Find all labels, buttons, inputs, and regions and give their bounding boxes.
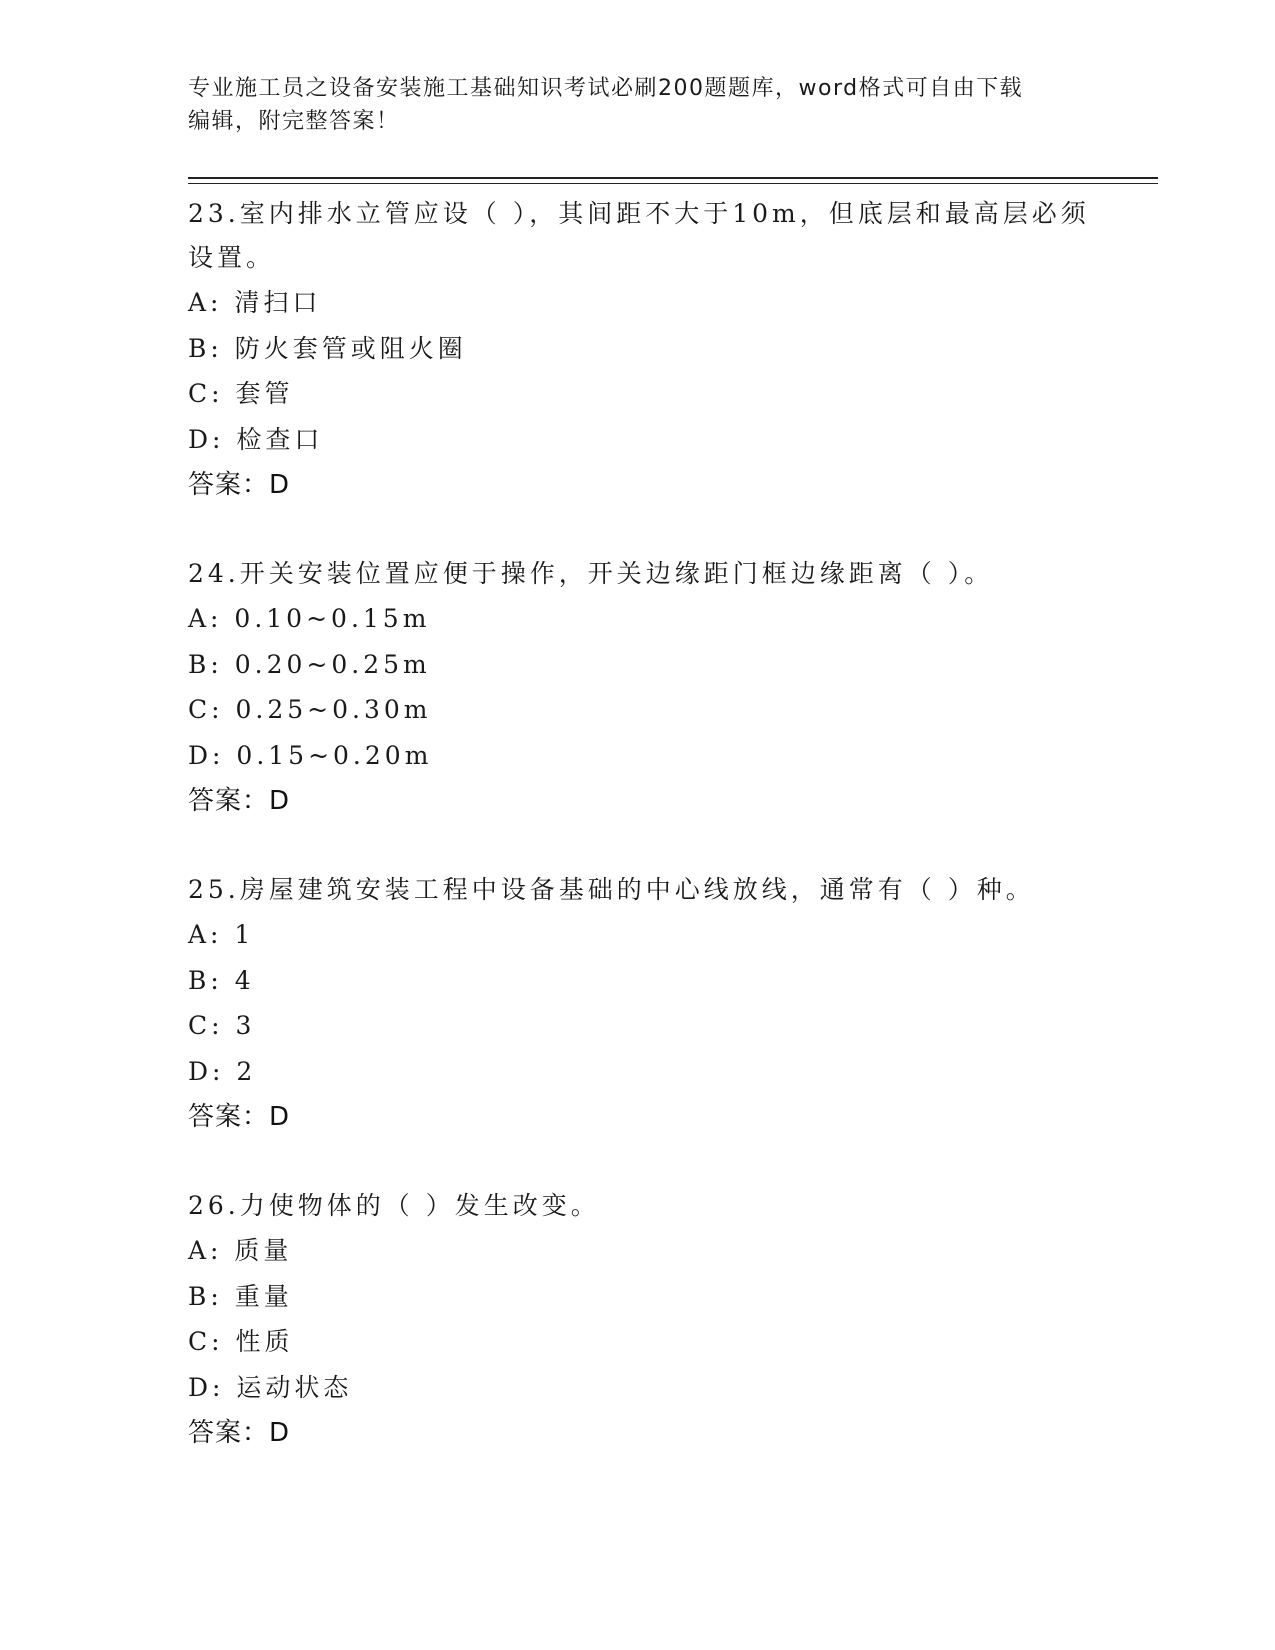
option-b: B: 防火套管或阻火圈 [188,333,467,363]
question-text: 24.开关安装位置应便于操作，开关边缘距门框边缘距离（ ）。 [188,559,994,588]
header-line-2: 编辑，附完整答案！ [188,109,400,134]
question-26 [188,1184,1148,1456]
document-header [188,72,1088,138]
question-text: 23.室内排水立管应设（ ），其间距不大于10m，但底层和最高层必须设置。 [188,199,1090,272]
option-a: A: 1 [188,920,255,949]
answer-line: 答案：D [188,470,291,500]
question-23 [188,192,1148,508]
header-line-1: 专业施工员之设备安装施工基础知识考试必刷200题题库，word格式可自由下载 [188,76,1024,101]
question-24 [188,552,1148,824]
option-c: C: 3 [188,1011,256,1040]
question-text: 26.力使物体的（ ）发生改变。 [188,1191,600,1220]
option-a: A: 质量 [188,1236,293,1265]
question-list [188,192,1148,1500]
option-c: C: 0.25~0.30m [188,695,432,724]
option-d: D: 检查口 [188,424,324,454]
option-c: C: 套管 [188,379,294,408]
option-b: B: 0.20~0.25m [188,649,431,679]
option-d: D: 2 [188,1056,257,1086]
option-a: A: 0.10~0.15m [188,604,431,633]
question-25 [188,868,1148,1140]
question-text: 25.房屋建筑安装工程中设备基础的中心线放线，通常有（ ）种。 [188,875,1035,904]
option-b: B: 重量 [188,1281,293,1311]
header-divider-thin [188,183,1158,184]
option-c: C: 性质 [188,1327,294,1356]
option-d: D: 运动状态 [188,1372,353,1402]
option-b: B: 4 [188,965,255,995]
answer-line: 答案：D [188,1102,291,1132]
option-d: D: 0.15~0.20m [188,740,433,770]
answer-line: 答案：D [188,1418,291,1448]
answer-line: 答案：D [188,786,291,816]
header-divider-thick [188,177,1158,179]
option-a: A: 清扫口 [188,288,322,317]
